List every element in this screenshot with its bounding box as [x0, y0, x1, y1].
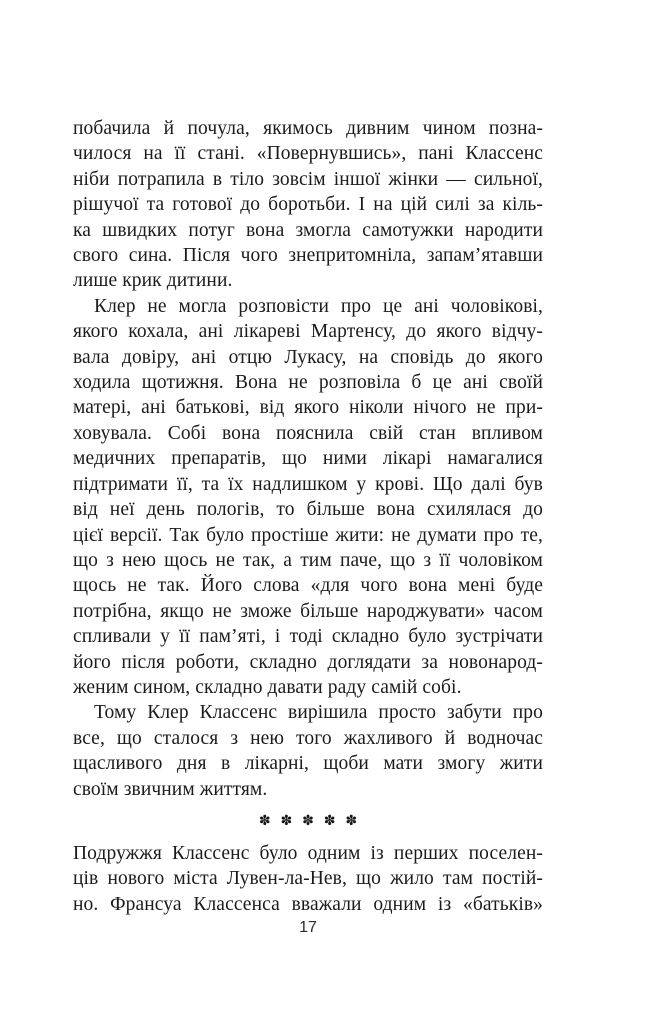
- text-line: потрібна, якщо не зможе більше народжувати» часом: [73, 600, 543, 622]
- text-line: но. Франсуа Классенса вважали одним із «батьків»: [73, 893, 543, 915]
- text-line: Подружжя Классенс було одним із перших поселен-: [73, 842, 543, 864]
- text-line: Тому Клер Классенс вирішила просто забути про: [94, 702, 543, 724]
- text-line: ховувала. Собі вона пояснила свій стан впливом: [73, 422, 543, 444]
- text-line: що з нею щось не так, а тим паче, що з її чоловіком: [73, 549, 543, 571]
- text-line: щось не так. Його слова «для чого вона мені буде: [73, 575, 543, 597]
- text-line: цієї версії. Так було простіше жити: не думати про те,: [73, 524, 543, 546]
- text-line: ходила щотижня. Вона не розповіла б це ані своїй: [73, 372, 543, 394]
- text-line: від неї день пологів, то більше вона схилялася до: [73, 499, 543, 521]
- text-line: ка швидких потуг вона змогла самотужки народити: [73, 219, 543, 241]
- text-line: медичних препаратів, що ними лікарі намагалися: [73, 448, 543, 470]
- text-line: ців нового міста Лувен-ла-Нев, що жило там постій-: [73, 868, 543, 890]
- text-line: матері, ані батькові, від якого ніколи нічого не при-: [73, 397, 543, 419]
- text-line: свого сина. Після чого знепритомніла, запам’ятавши: [73, 245, 543, 267]
- text-line: чилося на її стані. «Повернувшись», пані Классенс: [73, 143, 543, 165]
- page-number: 17: [299, 919, 317, 936]
- text-block: [73, 116, 543, 917]
- text-line: його після роботи, складно доглядати за новонарод-: [73, 651, 543, 673]
- text-line: все, що сталося з нею того жахливого й водночас: [73, 727, 543, 749]
- text-line: женим сином, складно давати раду самій собі.: [73, 676, 462, 698]
- text-line: підтримати її, та їх надлишком у крові. Що далі був: [73, 473, 543, 495]
- text-line: лише крик дитини.: [73, 270, 233, 292]
- text-line: вала довіру, ані отцю Лукасу, на сповідь до якого: [73, 346, 543, 368]
- text-line: спливали у її пам’яті, і тоді складно було зустрічати: [73, 626, 543, 648]
- section-separator: ✽ ✽ ✽ ✽ ✽: [258, 812, 358, 829]
- text-line: своїм звичним життям.: [73, 778, 268, 800]
- text-line: якого кохала, ані лікареві Мартенсу, до якого відчу-: [73, 321, 543, 343]
- text-line: ніби потрапила в тіло зовсім іншої жінки — сильної,: [73, 168, 543, 190]
- text-line: щасливого дня в лікарні, щоби мати змогу жити: [73, 753, 543, 775]
- text-line: Клер не могла розповісти про це ані чоловікові,: [94, 295, 543, 317]
- text-line: рішучої та готової до боротьби. І на цій силі за кіль-: [73, 194, 543, 216]
- text-line: побачила й почула, якимось дивним чином позна-: [73, 118, 543, 139]
